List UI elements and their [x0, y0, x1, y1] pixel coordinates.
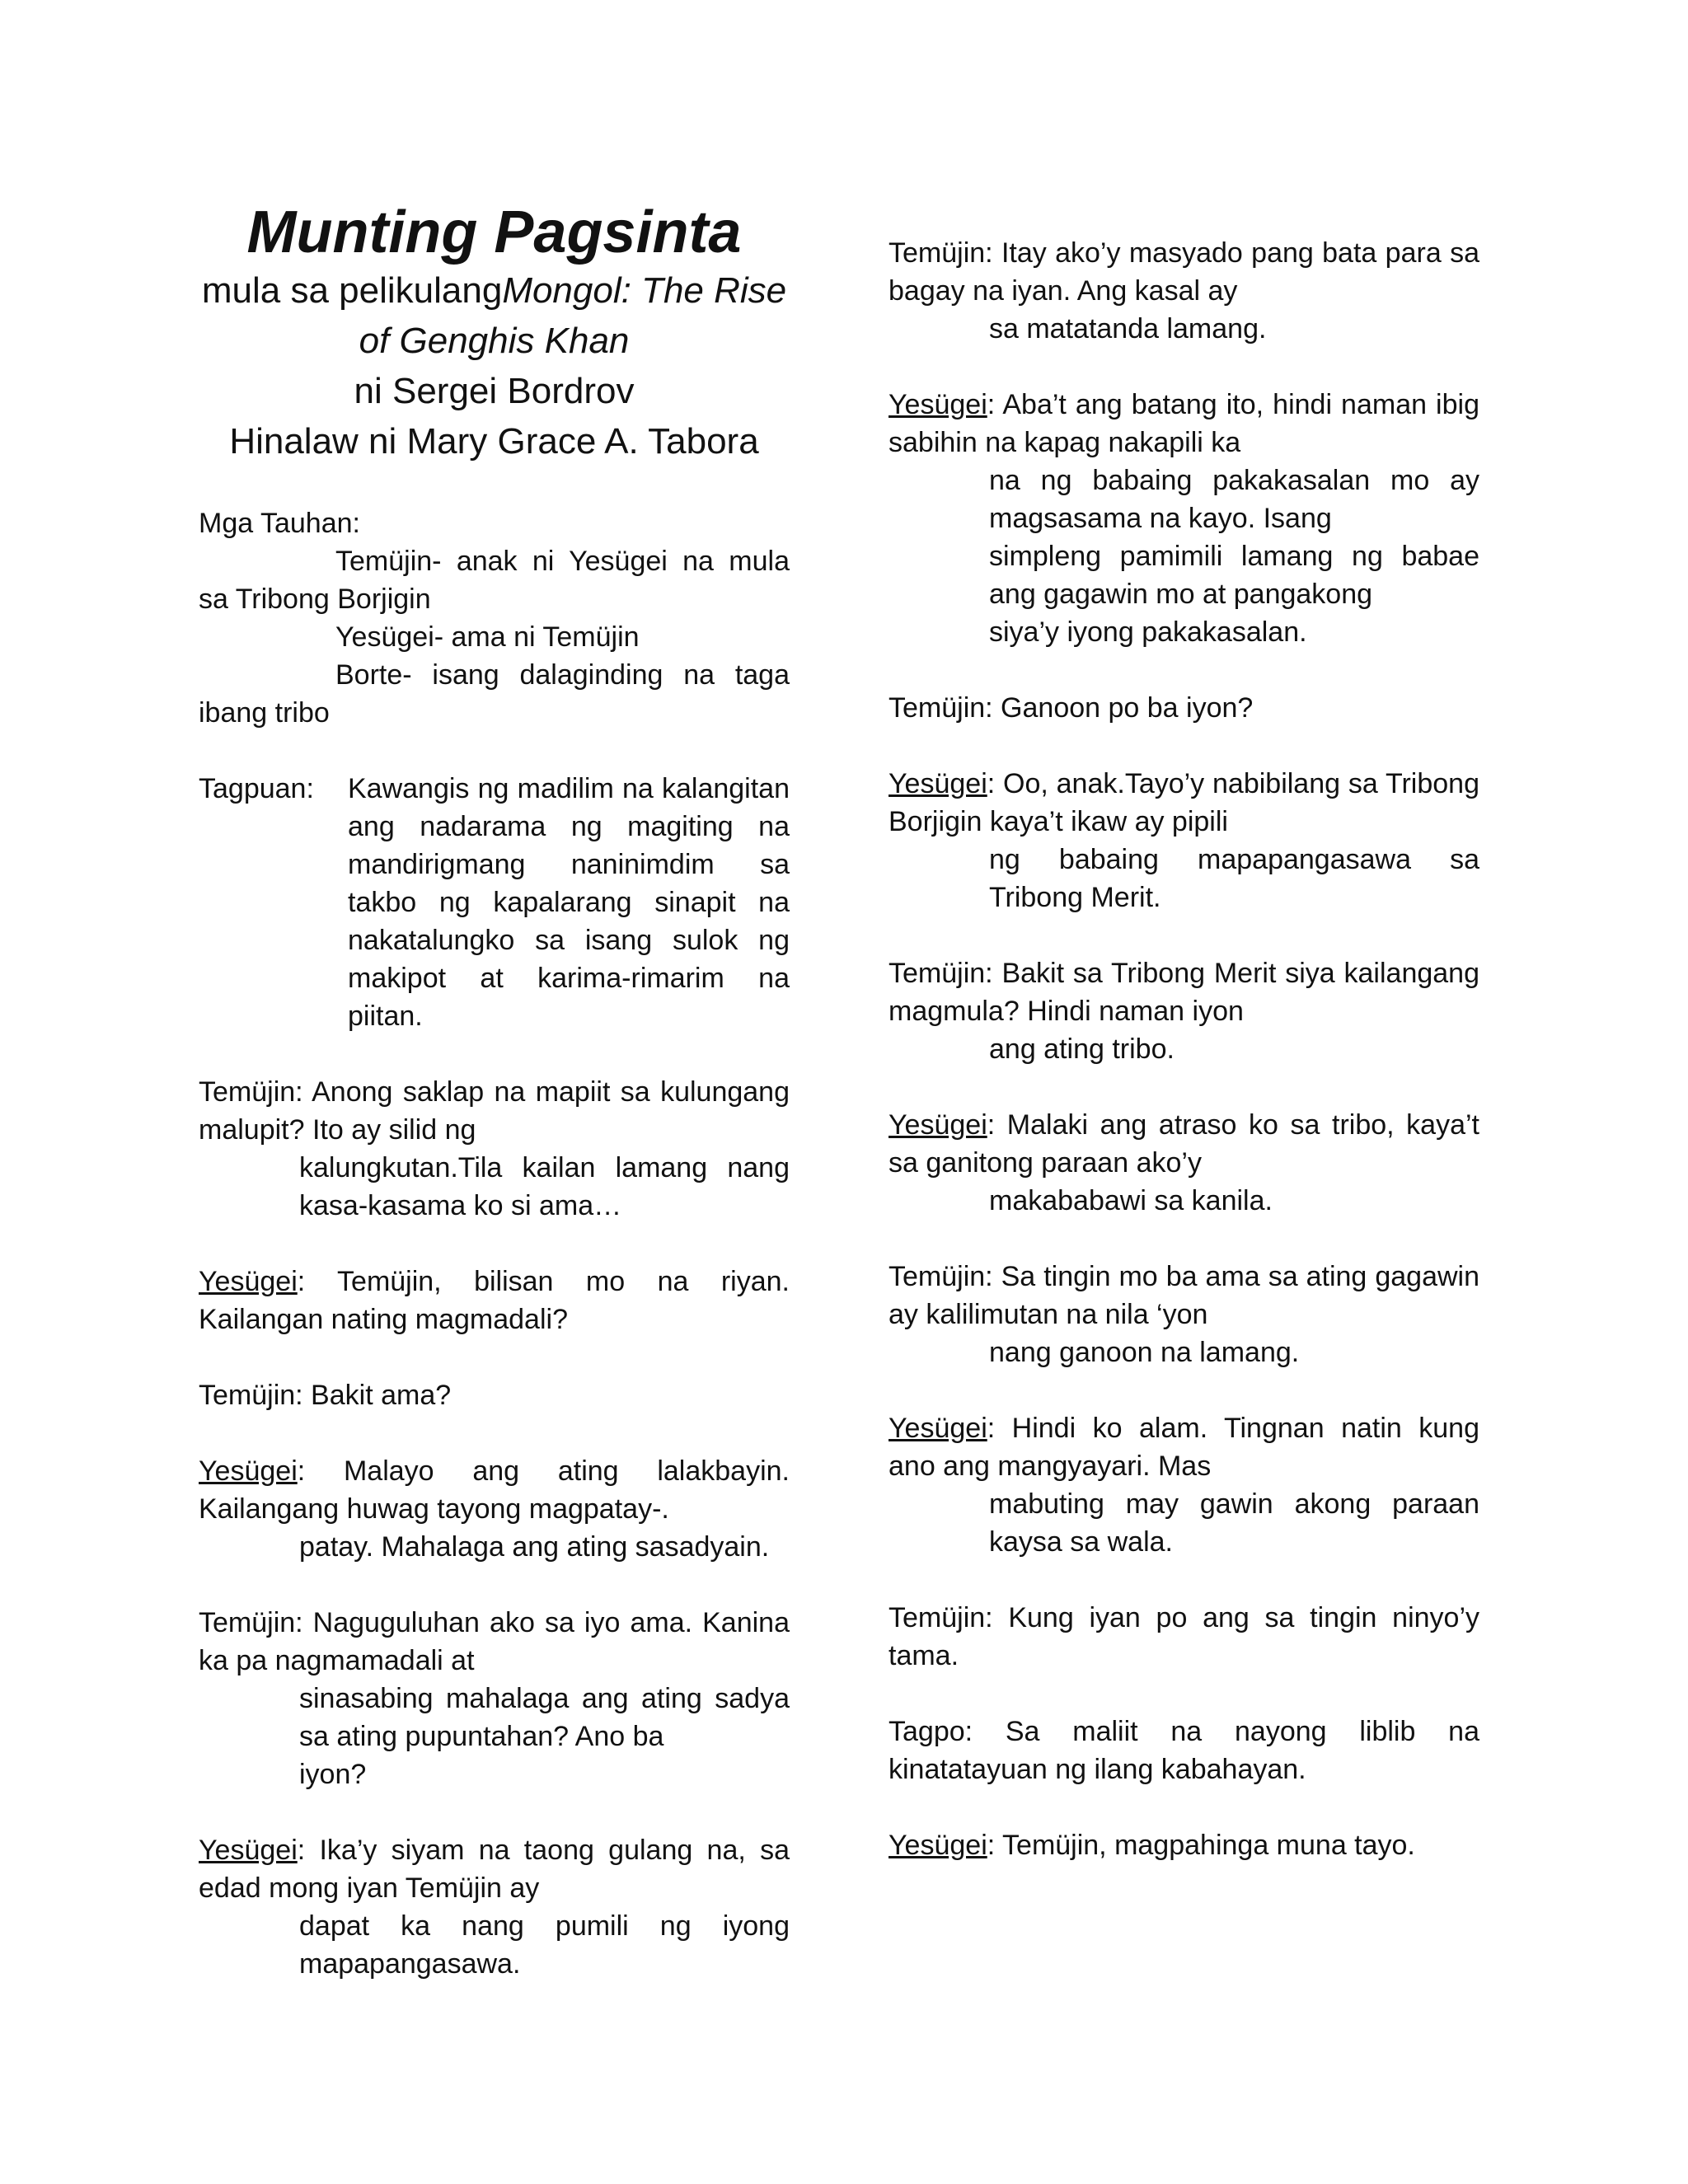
- dialogue-line: [889, 1258, 1479, 1371]
- source-line: [199, 265, 790, 316]
- dialogue-line: [889, 1826, 1479, 1864]
- play-title: Munting Pagsinta: [246, 199, 742, 265]
- dialogue-line: [199, 1073, 790, 1225]
- dialogue-line: [889, 386, 1479, 651]
- source-line-2: [199, 316, 790, 366]
- dialogue-continuation: mabuting may gawin akong paraan kaysa sa wala.: [989, 1488, 1479, 1558]
- character-yesugei: Yesügei- ama ni Temüjin: [335, 621, 640, 653]
- dialogue-body: : Malaki ang atraso ko sa tribo, kaya’t sa ganitong paraan ako’y: [889, 1109, 1479, 1179]
- dialogue-continuation: siya’y iyong pakakasalan.: [989, 616, 1307, 648]
- dialogue-line: [199, 1263, 790, 1338]
- dialogue-text: [889, 1409, 1479, 1485]
- dialogue-body: : Hindi ko alam. Tingnan natin kung ano ang mangyayari. Mas: [889, 1413, 1479, 1482]
- setting-line-rest: ang nadarama ng magiting na mandirigmang naninimdim sa takbo ng kapalarang sinapit na nakatalungko sa isang sulok ng makipot at karima-rimarim na piitan.: [348, 811, 790, 1032]
- dialogue-continuation: patay. Mahalaga ang ating sasadyain.: [299, 1531, 770, 1563]
- speaker-name: Yesügei: [889, 1109, 987, 1141]
- dialogue-text: [889, 386, 1479, 462]
- dialogue-text: Temüjin: Anong saklap na mapiit sa kulungang malupit? Ito ay silid ng: [199, 1076, 790, 1146]
- dialogue-line: [889, 1106, 1479, 1220]
- dialogue-continuation: ang ating tribo.: [989, 1033, 1175, 1065]
- dialogue-continuation: iyon?: [299, 1759, 367, 1790]
- dialogue-line: [199, 1452, 790, 1566]
- dialogue-continuation: dapat ka nang pumili ng iyong mapapangasawa.: [299, 1910, 790, 1980]
- scene-text: Tagpo: Sa maliit na nayong liblib na kinatatayuan ng ilang kabahayan.: [889, 1716, 1479, 1785]
- dialogue-line: [889, 765, 1479, 916]
- dialogue-text: [199, 1263, 790, 1338]
- dialogue-text: [199, 1831, 790, 1907]
- character-borte: [199, 656, 790, 732]
- right-column: [889, 234, 1479, 1902]
- author-line: ni Sergei Bordrov: [354, 371, 635, 411]
- dialogue-line: [889, 954, 1479, 1068]
- dialogue-continuation: makababawi sa kanila.: [989, 1185, 1273, 1216]
- scene-direction: [889, 1713, 1479, 1788]
- setting-text: [348, 770, 790, 1035]
- dialogue-text: [889, 1106, 1479, 1182]
- dialogue-line: [889, 1409, 1479, 1561]
- dialogue-text: Temüjin: Kung iyan po ang sa tingin ninyo’y tama.: [889, 1602, 1479, 1671]
- dialogue-text: Temüjin: Bakit ama?: [199, 1380, 452, 1411]
- left-column: [199, 199, 790, 2021]
- dialogue-continuation: simpleng pamimili lamang ng babae ang gagawin mo at pangakong: [989, 541, 1479, 610]
- dialogue-continuation: sinasabing mahalaga ang ating sadya sa ating pupuntahan? Ano ba: [299, 1683, 790, 1752]
- dialogue-text: Temüjin: Sa tingin mo ba ama sa ating gagawin ay kalilimutan na nila ‘yon: [889, 1261, 1479, 1330]
- dialogue-body: : Temüjin, bilisan mo na riyan. Kailangan nating magmadali?: [199, 1266, 790, 1335]
- dialogue-line: [199, 1831, 790, 1983]
- speaker-name: Yesügei: [889, 389, 987, 420]
- dialogue-line: [889, 689, 1479, 727]
- speaker-name: Yesügei: [199, 1835, 298, 1866]
- dialogue-text: Temüjin: Bakit sa Tribong Merit siya kailangang magmula? Hindi naman iyon: [889, 958, 1479, 1027]
- character-temujin-tribe: Tribong Borjigin: [235, 583, 431, 615]
- dialogue-line: [199, 1376, 790, 1414]
- dialogue-text: Temüjin: Naguguluhan ako sa iyo ama. Kanina ka pa nagmamadali at: [199, 1607, 790, 1676]
- characters-heading: Mga Tauhan:: [199, 508, 360, 539]
- title-block: [199, 199, 790, 466]
- setting-section: [199, 770, 790, 1035]
- speaker-name: Yesügei: [889, 768, 987, 799]
- character-temujin-text: Temüjin- anak ni Yesügei na mula sa: [199, 546, 790, 615]
- character-temujin: [199, 542, 790, 618]
- dialogue-body: : Oo, anak.Tayo’y nabibilang sa Tribong Borjigin kaya’t ikaw ay pipili: [889, 768, 1479, 837]
- dialogue-body: : Malayo ang ating lalakbayin. Kailangang huwag tayong magpatay-.: [199, 1455, 790, 1525]
- dialogue-body: : Temüjin, magpahinga muna tayo.: [987, 1830, 1415, 1861]
- setting-body: [348, 770, 790, 1035]
- dialogue-text: [889, 765, 1479, 841]
- adapter-line: Hinalaw ni Mary Grace A. Tabora: [229, 421, 759, 462]
- dialogue-text: [889, 1826, 1479, 1864]
- speaker-name: Yesügei: [199, 1266, 298, 1297]
- dialogue-text: Temüjin: Ganoon po ba iyon?: [889, 692, 1254, 724]
- character-borte-tribe: tribo: [274, 697, 330, 729]
- setting-label: Tagpuan:: [199, 773, 314, 804]
- dialogue-continuation: kalungkutan.Tila kailan lamang nang kasa-kasama ko si ama…: [299, 1152, 790, 1221]
- setting-line-1: Kawangis ng madilim na kalangitan: [348, 773, 790, 804]
- speaker-name: Yesügei: [889, 1413, 987, 1444]
- speaker-name: Yesügei: [889, 1830, 987, 1861]
- character-borte-text: Borte- isang dalaginding na taga ibang: [199, 659, 790, 729]
- dialogue-line: [199, 1604, 790, 1793]
- dialogue-body: : Ika’y siyam na taong gulang na, sa edad mong iyan Temüjin ay: [199, 1835, 790, 1904]
- dialogue-continuation: ng babaing mapapangasawa sa Tribong Merit.: [989, 844, 1479, 913]
- characters-section: [199, 504, 790, 732]
- dialogue-text: Temüjin: Itay ako’y masyado pang bata para sa bagay na iyan. Ang kasal ay: [889, 237, 1479, 307]
- dialogue-continuation: na ng babaing pakakasalan mo ay magsasama na kayo. Isang: [989, 465, 1479, 534]
- speaker-name: Yesügei: [199, 1455, 298, 1487]
- dialogue-continuation: nang ganoon na lamang.: [989, 1337, 1300, 1368]
- film-title-a: Mongol: The Rise: [502, 270, 787, 311]
- dialogue-body: : Aba’t ang batang ito, hindi naman ibig sabihin na kapag nakapili ka: [889, 389, 1479, 458]
- film-title-b: of Genghis Khan: [359, 321, 630, 361]
- dialogue-line: [889, 234, 1479, 348]
- dialogue-continuation: sa matatanda lamang.: [989, 313, 1267, 344]
- dialogue-line: [889, 1599, 1479, 1675]
- source-prefix: mula sa pelikulang: [201, 270, 503, 311]
- dialogue-text: [199, 1452, 790, 1528]
